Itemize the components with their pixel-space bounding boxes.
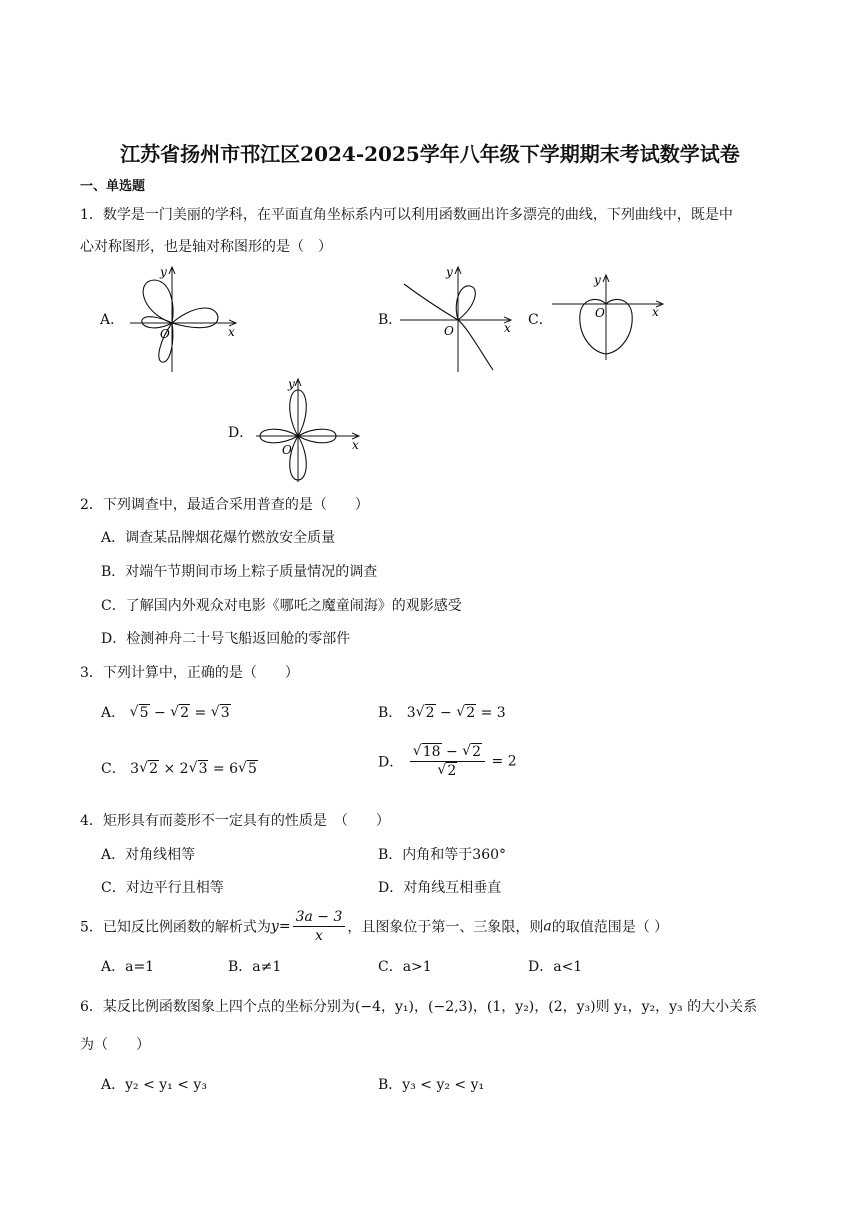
y-axis-label: y bbox=[594, 273, 601, 287]
q5-option-d: D．a<1 bbox=[528, 959, 583, 975]
q2-option-c: C．了解国内外观众对电影《哪吒之魔童闹海》的观影感受 bbox=[101, 598, 462, 614]
q6-stem-line2: 为（ ） bbox=[80, 1037, 150, 1053]
q6-stem-line1: 6．某反比例函数图象上四个点的坐标分别为(−4，y₁)，(−2,3)，(1，y₂)，(2，y₃)则 y₁，y₂，y₃ 的大小关系 bbox=[80, 999, 758, 1015]
q3-option-d bbox=[378, 743, 517, 780]
q2-stem: 2．下列调查中，最适合采用普查的是（ ） bbox=[80, 497, 369, 513]
q5-stem-var: a bbox=[543, 918, 552, 935]
q3-option-c bbox=[101, 760, 258, 778]
q5-stem-pre: 5．已知反比例函数的解析式为 bbox=[80, 919, 271, 936]
section-heading: 一、单选题 bbox=[80, 179, 146, 194]
y-axis-label: y bbox=[288, 377, 295, 391]
origin-label: O bbox=[160, 327, 170, 341]
q3-option-b-expression: 3√ 2 − √ 2 = 3 bbox=[407, 705, 506, 721]
page-title: 江苏省扬州市邗江区2024-2025学年八年级下学期期末考试数学试卷 bbox=[120, 142, 740, 166]
q5-fraction bbox=[293, 908, 346, 945]
x-axis-label: x bbox=[652, 305, 659, 319]
origin-label: O bbox=[282, 443, 292, 457]
q5-option-a: A．a=1 bbox=[101, 959, 155, 975]
q2-option-b: B．对端午节期间市场上粽子质量情况的调查 bbox=[101, 564, 378, 580]
q3-option-d-result: = 2 bbox=[491, 753, 517, 770]
x-axis-label: x bbox=[228, 325, 235, 339]
q6-point-4: (2，y₃) bbox=[548, 999, 596, 1015]
q3-option-b-label: B． bbox=[378, 705, 403, 721]
x-axis-label: x bbox=[352, 438, 359, 452]
q5-stem: 5．已知反比例函数的解析式为y= $\frac{3a - 3}{x}$ ，且图象位于第一、三象限，则a的取值范围是（ ） bbox=[80, 909, 669, 944]
q6-stem-post: 则 y₁，y₂，y₃ 的大小关系 bbox=[595, 999, 758, 1015]
q5-fraction-numerator: 3a − 3 bbox=[293, 908, 346, 927]
q5-fraction-denominator: x bbox=[315, 928, 323, 944]
origin-label: O bbox=[595, 306, 605, 320]
q1-option-b-label: B． bbox=[378, 312, 403, 328]
q2-option-d: D．检测神舟二十号飞船返回舱的零部件 bbox=[101, 631, 351, 647]
x-axis-label: x bbox=[504, 321, 511, 335]
q6-option-a: A．y₂ < y₁ < y₃ bbox=[101, 1077, 207, 1093]
q1-stem-line2: 心对称图形，也是轴对称图形的是（ ） bbox=[80, 239, 332, 255]
q3-option-a-label: A． bbox=[101, 705, 126, 721]
q3-option-d-label: D． bbox=[378, 754, 404, 771]
q1-stem-line1: 1．数学是一门美丽的学科，在平面直角坐标系内可以利用函数画出许多漂亮的曲线，下列曲线中，既是中 bbox=[80, 207, 733, 223]
q1-figure-c bbox=[550, 270, 670, 365]
q3-option-d-fraction: √ 18 − √ 2 √ 2 bbox=[410, 743, 485, 780]
q5-stem-end: 的取值范围是（ ） bbox=[551, 919, 669, 936]
q4-option-b: B．内角和等于360° bbox=[378, 847, 507, 863]
q1-figure-d bbox=[252, 376, 367, 486]
q6-stem-pre: 6．某反比例函数图象上四个点的坐标分别为 bbox=[80, 999, 355, 1015]
q1-figure-a bbox=[120, 262, 245, 377]
q1-figure-b bbox=[398, 262, 518, 377]
q1-option-c-label: C． bbox=[528, 312, 553, 328]
q3-stem: 3．下列计算中，正确的是（ ） bbox=[80, 665, 299, 681]
q2-option-a: A．调查某品牌烟花爆竹燃放安全质量 bbox=[101, 530, 336, 546]
q6-option-b: B．y₃ < y₂ < y₁ bbox=[378, 1077, 485, 1093]
origin-label: O bbox=[444, 324, 454, 338]
q3-option-a bbox=[101, 704, 231, 722]
q5-stem-post: ，且图象位于第一、三象限，则 bbox=[347, 919, 544, 936]
q3-option-c-label: C． bbox=[101, 761, 126, 777]
q6-point-2: (−2,3) bbox=[428, 999, 473, 1015]
q5-option-b: B．a≠1 bbox=[228, 959, 282, 975]
q4-option-a: A．对角线相等 bbox=[101, 847, 196, 863]
y-axis-label: y bbox=[160, 265, 167, 279]
y-axis-label: y bbox=[446, 265, 453, 279]
q4-option-c: C．对边平行且相等 bbox=[101, 880, 224, 896]
q6-point-1: (−4，y₁) bbox=[354, 999, 414, 1015]
q3-option-b bbox=[378, 704, 506, 722]
q4-stem: 4．矩形具有而菱形不一定具有的性质是 （ ） bbox=[80, 813, 390, 829]
q1-option-a-label: A． bbox=[100, 312, 125, 328]
q3-option-c-expression: 3√ 2 × 2√ 3 = 6√ 5 bbox=[130, 761, 258, 777]
q1-option-d-label: D． bbox=[228, 425, 254, 441]
q5-option-c: C．a>1 bbox=[378, 959, 432, 975]
q3-option-a-expression: √ 5 − √ 2 = √ 3 bbox=[130, 705, 231, 721]
q4-option-d: D．对角线互相垂直 bbox=[378, 880, 502, 896]
q6-point-3: (1，y₂) bbox=[486, 999, 535, 1015]
